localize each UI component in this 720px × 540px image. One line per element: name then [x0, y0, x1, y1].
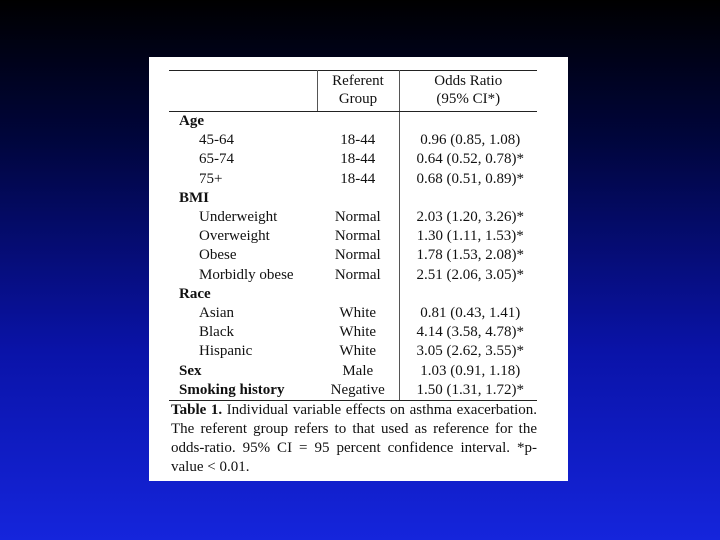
- header-variable: [169, 71, 317, 112]
- table-body: [169, 112, 537, 401]
- row-odds-ratio: 1.30 (1.11, 1.53)*: [416, 228, 524, 245]
- row-variable: Black: [199, 324, 234, 341]
- row-referent: Normal: [317, 208, 399, 227]
- row-referent: 18-44: [317, 131, 399, 150]
- row-variable: 45-64: [199, 132, 234, 149]
- row-referent: White: [317, 323, 399, 342]
- row-variable: Underweight: [199, 209, 278, 226]
- row-variable: Hispanic: [199, 343, 253, 360]
- table-row: [169, 304, 537, 323]
- table-row: [169, 112, 537, 132]
- row-variable: Race: [179, 285, 211, 302]
- row-variable: Overweight: [199, 228, 270, 245]
- row-variable: Morbidly obese: [199, 266, 294, 283]
- row-referent: [317, 285, 399, 304]
- row-odds-ratio: 0.81 (0.43, 1.41): [420, 305, 521, 322]
- header-referent-line1: Referent: [332, 73, 384, 89]
- row-odds-ratio: 1.50 (1.31, 1.72)*: [399, 381, 537, 401]
- row-variable: Smoking history: [169, 381, 317, 401]
- row-referent: Normal: [317, 246, 399, 265]
- row-variable: BMI: [179, 189, 209, 206]
- row-referent: White: [317, 304, 399, 323]
- row-odds-ratio: 4.14 (3.58, 4.78)*: [416, 324, 524, 341]
- row-odds-ratio: [399, 112, 537, 132]
- row-odds-ratio: 0.68 (0.51, 0.89)*: [416, 170, 524, 187]
- row-odds-ratio: 3.05 (2.62, 3.55)*: [416, 343, 524, 360]
- table-caption: [171, 401, 537, 477]
- row-variable: Age: [179, 113, 204, 129]
- table-row: [169, 189, 537, 208]
- table-row: [169, 208, 537, 227]
- row-referent: [317, 112, 399, 132]
- table-row: [169, 131, 537, 150]
- header-odds-ratio-line2: (95% CI*): [436, 91, 501, 107]
- row-referent: Negative: [317, 381, 399, 401]
- row-odds-ratio: 2.51 (2.06, 3.05)*: [416, 266, 524, 283]
- row-odds-ratio: 2.03 (1.20, 3.26)*: [416, 209, 524, 226]
- row-referent: Male: [317, 362, 399, 381]
- table-row: [169, 227, 537, 246]
- row-referent: Normal: [317, 266, 399, 285]
- row-variable: Asian: [199, 305, 234, 322]
- row-odds-ratio: 1.03 (0.91, 1.18): [420, 362, 521, 379]
- row-referent: [317, 189, 399, 208]
- row-referent: 18-44: [317, 150, 399, 169]
- row-referent: White: [317, 342, 399, 361]
- table-row: [169, 266, 537, 285]
- row-variable: Sex: [179, 362, 202, 379]
- table-row: [169, 150, 537, 169]
- row-referent: 18-44: [317, 170, 399, 189]
- header-odds-ratio: [399, 71, 537, 112]
- row-odds-ratio: [399, 285, 537, 304]
- table-row: [169, 285, 537, 304]
- table-row: [169, 342, 537, 361]
- table-header-row: [169, 71, 537, 112]
- row-odds-ratio: 0.96 (0.85, 1.08): [420, 132, 521, 149]
- table-row: [169, 246, 537, 265]
- odds-ratio-table: [169, 70, 537, 401]
- header-referent-line2: Group: [338, 91, 378, 107]
- row-referent: Normal: [317, 227, 399, 246]
- row-variable: 65-74: [199, 151, 234, 168]
- table-row: [169, 170, 537, 189]
- table-row: [169, 323, 537, 342]
- row-odds-ratio: 0.64 (0.52, 0.78)*: [416, 151, 524, 168]
- table-row: [169, 381, 537, 401]
- caption-label: Table 1.: [171, 402, 223, 418]
- row-odds-ratio: 1.78 (1.53, 2.08)*: [416, 247, 524, 264]
- row-odds-ratio: [399, 189, 537, 208]
- table-row: [169, 362, 537, 381]
- row-variable: 75+: [199, 170, 223, 187]
- header-odds-ratio-line1: Odds Ratio: [434, 73, 503, 89]
- caption-text: Individual variable effects on asthma exacerbation. The referent group refers to that used as reference for the odds-ratio. 95% CI = 95 percent confidence interval. *p-value < 0.01.: [171, 402, 537, 475]
- table-card: [149, 57, 568, 481]
- header-referent-group: [317, 71, 399, 112]
- row-variable: Obese: [199, 247, 237, 264]
